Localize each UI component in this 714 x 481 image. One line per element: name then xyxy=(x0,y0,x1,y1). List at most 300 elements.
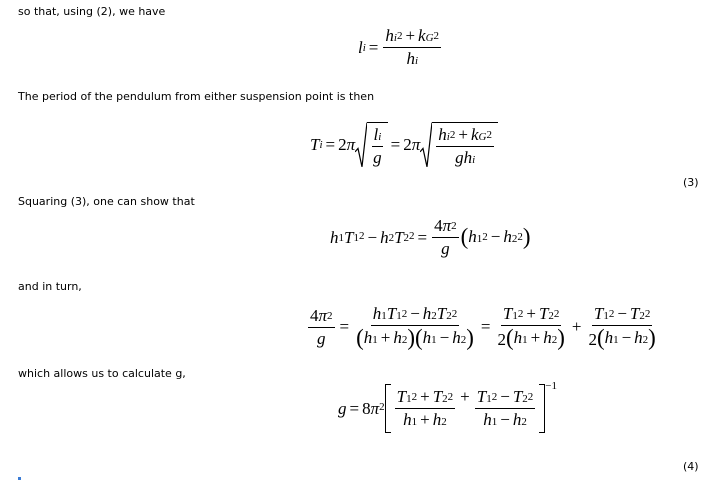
math-text xyxy=(347,399,363,419)
math-subscript: 1 xyxy=(476,233,483,246)
math-subscript: 1 xyxy=(338,231,344,244)
text-cursor-mark xyxy=(18,477,21,480)
math-variable: π xyxy=(318,305,328,325)
math-subscript: 2 xyxy=(522,393,528,405)
math-text xyxy=(337,317,353,337)
math-variable: h xyxy=(604,328,614,348)
math-operator: − xyxy=(500,387,510,406)
bracket-exponent: −1 xyxy=(545,380,557,392)
math-subscript: 2 xyxy=(639,310,645,322)
math-group xyxy=(477,387,534,407)
math-subscript: 1 xyxy=(381,310,387,323)
math-variable: T xyxy=(436,304,447,324)
math-text xyxy=(588,330,597,350)
math-fraction xyxy=(586,304,657,350)
math-operator: + xyxy=(530,328,541,348)
math-group xyxy=(403,410,447,430)
math-superscript: 2 xyxy=(482,231,488,244)
math-fraction xyxy=(436,125,494,168)
math-group xyxy=(594,304,651,324)
math-text xyxy=(503,227,512,247)
left-paren: ( xyxy=(505,325,514,350)
math-fraction xyxy=(354,304,476,350)
math-superscript: 2 xyxy=(451,220,457,232)
math-variable: T xyxy=(386,304,397,324)
math-text xyxy=(455,148,464,168)
math-variable: h xyxy=(422,328,432,348)
math-variable: l xyxy=(373,125,379,144)
fraction-denominator xyxy=(586,326,657,350)
math-operator: − xyxy=(410,304,420,324)
math-subscript: 1 xyxy=(603,310,609,322)
math-subscript: 1 xyxy=(512,310,518,322)
math-superscript: 2 xyxy=(644,308,651,320)
math-text xyxy=(452,328,461,348)
sqrt-content xyxy=(367,122,388,168)
math-operator: + xyxy=(420,387,430,406)
math-text xyxy=(317,329,326,349)
math-superscript: 2 xyxy=(327,309,333,322)
math-variable: π xyxy=(442,216,452,235)
math-text xyxy=(437,304,446,324)
math-superscript: 2 xyxy=(358,229,365,242)
math-text xyxy=(513,387,522,407)
math-text xyxy=(488,227,504,247)
math-fraction xyxy=(432,216,459,259)
fraction-denominator xyxy=(401,409,449,430)
math-superscript: 2 xyxy=(491,391,498,403)
math-number: 2 xyxy=(338,135,347,154)
math-number: 2 xyxy=(588,330,597,349)
equation-number-4: (4) xyxy=(683,460,699,473)
fraction-numerator xyxy=(308,306,335,328)
math-superscript: 2 xyxy=(411,391,418,403)
math-subscript: 1 xyxy=(353,231,359,244)
math-group xyxy=(605,328,649,348)
math-superscript: 2 xyxy=(449,129,456,141)
right-paren: ) xyxy=(648,325,656,350)
math-variable: T xyxy=(310,135,320,154)
math-group xyxy=(588,327,655,350)
math-group xyxy=(369,125,386,168)
math-group xyxy=(441,239,450,259)
bracket-content xyxy=(393,384,538,433)
math-text xyxy=(415,228,431,248)
math-number: 2 xyxy=(497,330,506,349)
math-variable: π xyxy=(370,398,380,418)
math-operator: − xyxy=(617,304,627,323)
left-paren: ( xyxy=(596,325,605,350)
left-paren: ( xyxy=(356,325,364,351)
math-group xyxy=(317,329,326,349)
math-variable: T xyxy=(538,304,549,323)
math-subscript: 2 xyxy=(431,310,437,323)
left-paren: ( xyxy=(460,224,469,250)
math-text xyxy=(594,304,603,324)
math-variable: T xyxy=(502,304,513,323)
math-text xyxy=(468,227,477,247)
fraction-denominator xyxy=(453,147,477,168)
math-subscript: 2 xyxy=(403,231,410,244)
math-text xyxy=(323,135,339,155)
math-variable: h xyxy=(512,410,522,429)
math-text xyxy=(457,387,473,407)
math-text xyxy=(605,328,614,348)
math-text xyxy=(403,135,420,155)
math-text xyxy=(423,328,432,348)
math-variable: h xyxy=(463,148,473,167)
fraction-numerator xyxy=(432,216,459,238)
equation-four-pi-squared xyxy=(306,304,660,350)
fraction-denominator xyxy=(481,409,529,430)
math-operator: − xyxy=(367,227,378,247)
math-variable: h xyxy=(393,328,402,348)
math-text xyxy=(338,399,347,419)
math-number: 2 xyxy=(403,135,412,154)
math-group xyxy=(406,49,418,69)
math-text xyxy=(523,304,539,324)
math-fraction xyxy=(495,304,566,350)
math-text xyxy=(378,328,394,348)
math-variable: T xyxy=(396,387,407,406)
fraction-numerator xyxy=(372,125,384,147)
math-variable: h xyxy=(385,26,394,45)
math-subscript: 1 xyxy=(522,334,528,347)
math-variable: h xyxy=(513,328,523,348)
math-operator: = xyxy=(325,135,336,154)
math-text xyxy=(366,38,382,58)
math-subscript: 1 xyxy=(613,334,619,347)
math-superscript: 2 xyxy=(433,30,440,42)
math-variable: h xyxy=(468,227,477,247)
math-operator: + xyxy=(526,304,536,323)
math-text xyxy=(417,410,433,430)
math-parentheses xyxy=(597,327,656,350)
math-superscript: 2 xyxy=(401,308,408,321)
math-operator: + xyxy=(458,125,468,144)
math-number: 4 xyxy=(434,216,443,235)
math-subscript: i xyxy=(446,131,450,143)
math-fraction xyxy=(371,125,384,168)
right-paren: ) xyxy=(522,224,531,250)
fraction-numerator xyxy=(436,125,494,147)
math-operator: + xyxy=(460,387,470,406)
math-superscript: 2 xyxy=(553,308,560,320)
math-operator: + xyxy=(571,317,582,336)
math-operator: + xyxy=(380,328,391,348)
math-variable: g xyxy=(338,398,347,418)
math-group xyxy=(373,304,458,324)
math-subscript: 2 xyxy=(401,334,408,347)
math-variable: g xyxy=(455,148,464,167)
math-group xyxy=(423,328,467,348)
math-text xyxy=(434,216,451,236)
math-text xyxy=(569,317,585,337)
math-group xyxy=(374,125,382,145)
math-subscript: i xyxy=(319,139,323,151)
math-text xyxy=(344,228,353,248)
math-variable: π xyxy=(346,135,356,154)
math-fraction xyxy=(395,387,456,430)
math-operator: − xyxy=(490,227,501,247)
math-subscript: 1 xyxy=(406,393,412,405)
math-superscript: 2 xyxy=(379,400,385,413)
math-superscript: 2 xyxy=(527,391,534,403)
math-superscript: 2 xyxy=(447,391,454,403)
fraction-numerator xyxy=(501,304,562,326)
math-variable: T xyxy=(344,227,354,247)
fraction-numerator xyxy=(592,304,653,326)
math-text xyxy=(418,26,426,46)
math-text xyxy=(503,304,512,324)
math-parentheses xyxy=(356,327,415,350)
radical-sign-icon xyxy=(355,122,367,168)
math-group xyxy=(468,227,523,247)
fraction-numerator xyxy=(395,387,456,409)
math-variable: T xyxy=(629,304,640,323)
math-sqrt xyxy=(355,122,388,168)
math-text xyxy=(406,49,415,69)
math-variable: h xyxy=(634,328,643,348)
math-variable: h xyxy=(363,328,373,348)
math-group xyxy=(503,304,560,324)
math-subscript: 1 xyxy=(372,334,378,347)
intro-text: so that, using (2), we have xyxy=(18,5,166,18)
math-text xyxy=(463,148,476,168)
math-group xyxy=(434,125,496,168)
math-group xyxy=(385,26,439,46)
math-operator: = xyxy=(339,317,350,336)
math-operator: + xyxy=(405,26,416,45)
math-text xyxy=(471,125,479,145)
math-text xyxy=(423,304,432,324)
math-text xyxy=(543,328,552,348)
math-variable: T xyxy=(476,387,487,406)
math-variable: h xyxy=(432,410,442,429)
math-subscript: 2 xyxy=(441,416,447,428)
right-paren: ) xyxy=(466,325,474,351)
math-text xyxy=(373,148,382,168)
math-text xyxy=(477,387,486,407)
math-subscript: 1 xyxy=(431,334,437,347)
math-text xyxy=(441,239,450,259)
math-variable: h xyxy=(422,304,432,324)
math-text xyxy=(387,304,396,324)
math-operator: = xyxy=(417,227,428,247)
math-text xyxy=(497,410,513,430)
math-text xyxy=(455,125,471,145)
math-operator: − xyxy=(621,328,632,348)
equation-g xyxy=(338,380,557,433)
math-subscript: i xyxy=(472,154,476,166)
math-subscript: G xyxy=(478,131,487,143)
math-operator: + xyxy=(420,410,430,429)
math-text xyxy=(380,228,389,248)
math-text xyxy=(338,135,355,155)
math-text xyxy=(634,328,643,348)
math-text xyxy=(402,26,418,46)
math-subscript: 2 xyxy=(548,310,554,322)
equation-number-3: (3) xyxy=(683,176,699,189)
math-text xyxy=(388,135,404,155)
math-text xyxy=(619,328,635,348)
math-group xyxy=(393,387,538,430)
math-variable: l xyxy=(358,37,363,57)
math-group xyxy=(373,148,382,168)
math-group xyxy=(438,125,492,145)
fraction-denominator xyxy=(371,147,384,168)
math-group xyxy=(483,410,527,430)
math-text xyxy=(539,304,548,324)
math-group xyxy=(514,328,558,348)
right-paren: ) xyxy=(557,325,565,350)
math-group xyxy=(434,216,457,236)
math-superscript: 2 xyxy=(517,231,523,244)
math-group xyxy=(356,327,474,350)
math-text xyxy=(483,410,492,430)
math-variable: h xyxy=(380,227,389,247)
math-subscript: 1 xyxy=(396,310,402,323)
math-text xyxy=(310,135,319,155)
math-text xyxy=(394,228,403,248)
math-text xyxy=(362,399,379,419)
equation-period xyxy=(310,122,498,168)
fraction-numerator xyxy=(383,26,441,48)
equation-squared xyxy=(330,216,531,259)
math-variable: h xyxy=(403,410,412,429)
math-group xyxy=(364,328,408,348)
math-subscript: 1 xyxy=(411,416,418,428)
math-operator: − xyxy=(500,410,510,429)
fraction-denominator xyxy=(404,48,420,69)
math-variable: k xyxy=(418,26,426,45)
math-subscript: 2 xyxy=(511,233,518,246)
math-variable: h xyxy=(543,328,552,348)
math-operator: − xyxy=(439,328,450,348)
math-subscript: i xyxy=(393,32,397,44)
math-variable: h xyxy=(330,227,339,247)
period-text: The period of the pendulum from either suspension point is then xyxy=(18,90,375,103)
math-number: 4 xyxy=(310,305,319,325)
math-superscript: 2 xyxy=(486,129,492,141)
math-text xyxy=(417,387,433,407)
sqrt-content xyxy=(432,122,498,168)
equation-pendulum-length xyxy=(358,26,443,69)
math-fraction xyxy=(383,26,441,69)
math-variable: h xyxy=(438,125,447,144)
math-variable: T xyxy=(394,227,404,247)
left-paren: ( xyxy=(415,325,423,351)
math-text xyxy=(385,26,394,46)
math-text xyxy=(433,410,442,430)
left-bracket xyxy=(385,384,391,433)
math-text xyxy=(528,328,544,348)
math-operator: = xyxy=(390,135,401,154)
math-subscript: 2 xyxy=(551,334,558,347)
math-superscript: 2 xyxy=(451,308,458,321)
math-variable: g xyxy=(441,239,450,258)
math-subscript: 1 xyxy=(486,393,492,405)
math-parentheses xyxy=(506,327,565,350)
math-subscript: G xyxy=(425,32,434,44)
radical-sign-icon xyxy=(420,122,432,168)
math-group xyxy=(497,327,564,350)
math-text xyxy=(514,328,523,348)
math-operator: = xyxy=(480,317,491,336)
math-superscript: 2 xyxy=(396,30,403,42)
math-superscript: 2 xyxy=(409,229,415,242)
math-sqrt xyxy=(420,122,498,168)
math-superscript: 2 xyxy=(608,308,615,320)
math-superscript: 2 xyxy=(517,308,524,320)
math-parentheses xyxy=(415,327,474,350)
math-variable: h xyxy=(503,227,512,247)
math-group xyxy=(455,148,475,168)
math-text xyxy=(614,304,630,324)
math-text xyxy=(438,125,447,145)
math-text xyxy=(364,228,380,248)
math-subscript: 2 xyxy=(460,334,467,347)
math-fraction xyxy=(475,387,536,430)
math-fraction xyxy=(308,306,335,349)
math-subscript: 1 xyxy=(491,416,498,428)
squaring-text: Squaring (3), one can show that xyxy=(18,195,195,208)
math-variable: T xyxy=(432,387,443,406)
math-subscript: i xyxy=(378,131,382,143)
math-text xyxy=(478,317,494,337)
math-variable: h xyxy=(372,304,382,324)
calc-g-text: which allows us to calculate g, xyxy=(18,367,186,380)
math-text xyxy=(497,330,506,350)
math-text xyxy=(364,328,373,348)
fraction-denominator xyxy=(354,326,476,350)
math-subscript: 2 xyxy=(642,334,649,347)
fraction-numerator xyxy=(371,304,460,326)
fraction-denominator xyxy=(315,328,328,349)
math-subscript: i xyxy=(414,55,418,67)
math-subscript: 2 xyxy=(442,393,448,405)
math-group xyxy=(397,387,454,407)
math-variable: T xyxy=(593,304,604,323)
math-subscript: i xyxy=(362,41,366,54)
math-group xyxy=(310,306,333,326)
math-variable: g xyxy=(373,148,382,167)
math-text xyxy=(373,304,382,324)
fraction-denominator xyxy=(495,326,566,350)
math-variable: h xyxy=(483,410,492,429)
fraction-denominator xyxy=(439,238,452,259)
math-variable: T xyxy=(512,387,523,406)
math-text xyxy=(403,410,412,430)
math-operator: = xyxy=(368,37,379,57)
math-text xyxy=(513,410,522,430)
math-parentheses xyxy=(461,226,531,249)
math-subscript: 2 xyxy=(446,310,452,323)
math-text xyxy=(407,304,423,324)
math-operator: = xyxy=(349,398,360,418)
math-text xyxy=(310,306,327,326)
math-text xyxy=(433,387,442,407)
math-text xyxy=(330,228,339,248)
math-text xyxy=(630,304,639,324)
fraction-numerator xyxy=(475,387,536,409)
math-text xyxy=(397,387,406,407)
right-paren: ) xyxy=(407,325,415,351)
math-variable: h xyxy=(406,49,415,68)
math-text xyxy=(437,328,453,348)
math-variable: h xyxy=(452,328,461,348)
in-turn-text: and in turn, xyxy=(18,280,82,293)
